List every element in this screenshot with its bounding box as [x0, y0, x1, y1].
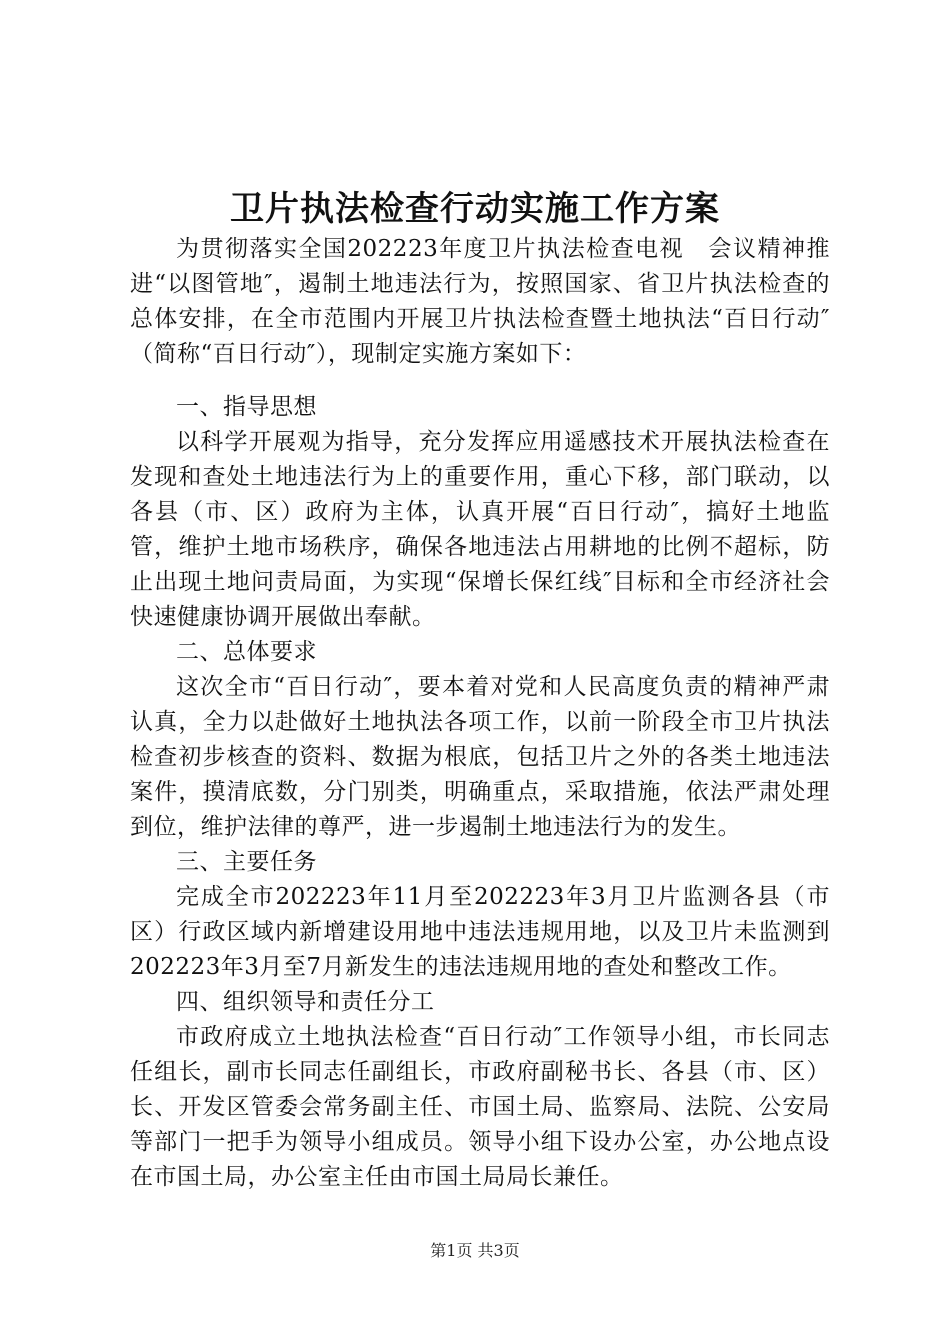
section-text-general-requirements: 这次全市“百日行动″，要本着对党和人民高度负责的精神严肃认真，全力以赴做好土地执法各项工作，以前一阶段全市卫片执法检查初步核查的资料、数据为根底，包括卫片之外的各类土地违法案件，摸清底数，分门别类，明确重点，采取措施，依法严肃处理到位，维护法律的尊严，进一步遏制土地违法行为的发生。	[130, 674, 830, 840]
document-body	[130, 232, 830, 1195]
section-text-main-tasks: 完成全市202223年11月至202223年3月卫片监测各县（市区）行政区域内新增建设用地中违法违规用地，以及卫片未监测到202223年3月至7月新发生的违法违规用地的查处和整改工作。	[130, 884, 830, 980]
section-text-organization: 市政府成立土地执法检查“百日行动″工作领导小组，市长同志任组长，副市长同志任副组长，市政府副秘书长、各县（市、区）长、开发区管委会常务副主任、市国土局、监察局、法院、公安局等部门一把手为领导小组成员。领导小组下设办公室，办公地点设在市国土局，办公室主任由市国土局局长兼任。	[130, 1024, 830, 1190]
document-title: 卫片执法检查行动实施工作方案	[230, 189, 720, 229]
section-heading-organization: 四、组织领导和责任分工	[176, 989, 435, 1015]
section-heading-general-requirements: 二、总体要求	[176, 639, 317, 665]
section-heading-guiding-ideology: 一、指导思想	[176, 394, 317, 420]
page-number-footer: 第1页 共3页	[430, 1241, 520, 1260]
section-text-guiding-ideology: 以科学开展观为指导，充分发挥应用遥感技术开展执法检查在发现和查处土地违法行为上的重要作用，重心下移，部门联动，以各县（市、区）政府为主体，认真开展“百日行动″，搞好土地监管，维护土地市场秩序，确保各地违法占用耕地的比例不超标，防止出现土地问责局面，为实现“保增长保红线″目标和全市经济社会快速健康协调开展做出奉献。	[130, 429, 830, 630]
section-heading-main-tasks: 三、主要任务	[176, 849, 317, 875]
intro-paragraph: 为贯彻落实全国202223年度卫片执法检查电视 会议精神推进“以图管地″，遏制土地违法行为，按照国家、省卫片执法检查的总体安排，在全市范围内开展卫片执法检查暨土地执法“百日行动″（简称“百日行动″），现制定实施方案如下：	[130, 236, 830, 367]
